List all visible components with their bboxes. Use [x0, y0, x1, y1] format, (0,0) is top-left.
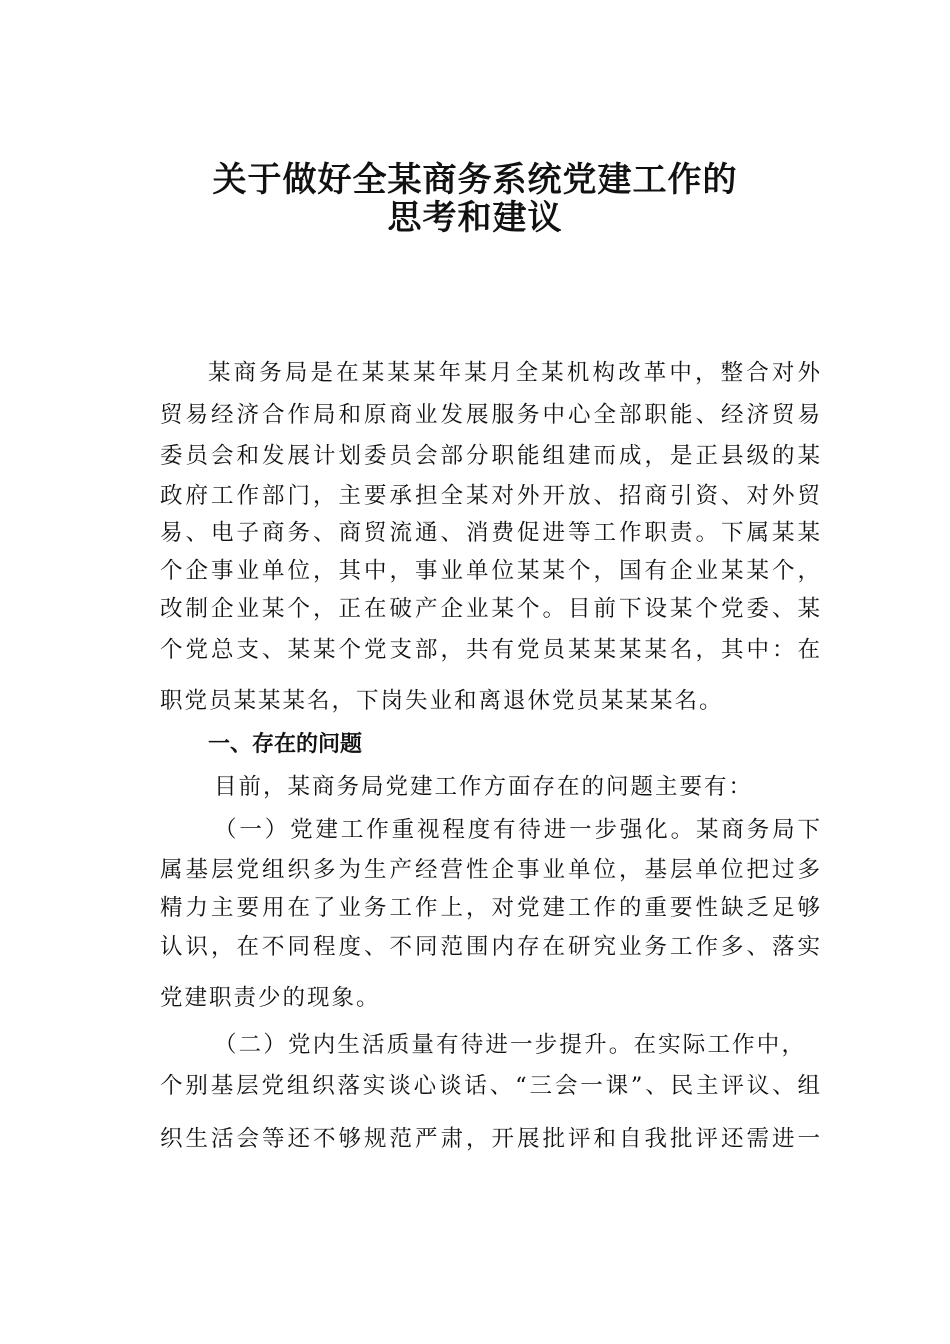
intro-paragraph-line: 易、电子商务、商贸流通、消费促进等工作职责。下属某某 — [160, 520, 820, 546]
item-2-line: 织生活会等还不够规范严肃，开展批评和自我批评还需进一 — [160, 1126, 820, 1152]
item-2-line: 个别基层党组织落实谈心谈话、“三会一课”、民主评议、组 — [160, 1073, 820, 1099]
intro-paragraph-line: 政府工作部门，主要承担全某对外开放、招商引资、对外贸 — [160, 483, 820, 509]
intro-paragraph-line: 个党总支、某某个党支部，共有党员某某某某名，其中：在 — [160, 637, 820, 663]
item-1-line: 属基层党组织多为生产经营性企事业单位，基层单位把过多 — [160, 857, 820, 883]
item-1-line: （一）党建工作重视程度有待进一步强化。某商务局下 — [214, 817, 820, 843]
item-2-line: （二）党内生活质量有待进一步提升。在实际工作中， — [214, 1032, 804, 1058]
document-title-line-2: 思考和建议 — [387, 198, 563, 238]
section-heading: 一、存在的问题 — [208, 732, 363, 757]
item-1-line: 精力主要用在了业务工作上，对党建工作的重要性缺乏足够 — [160, 895, 820, 921]
intro-paragraph-line: 某商务局是在某某某年某月全某机构改革中，整合对外 — [208, 360, 820, 386]
item-1-line: 认识，在不同程度、不同范围内存在研究业务工作多、落实 — [160, 934, 820, 960]
intro-paragraph-line: 贸易经济合作局和原商业发展服务中心全部职能、经济贸易 — [160, 402, 820, 428]
intro-paragraph-line: 个企事业单位，其中，事业单位某某个，国有企业某某个， — [160, 558, 820, 584]
item-1-line: 党建职责少的现象。 — [160, 985, 381, 1011]
section-intro-line: 目前，某商务局党建工作方面存在的问题主要有： — [214, 774, 754, 800]
document-title-line-1: 关于做好全某商务系统党建工作的 — [212, 160, 738, 200]
intro-paragraph-line: 改制企业某个，正在破产企业某个。目前下设某个党委、某 — [160, 596, 820, 622]
intro-paragraph-line: 职党员某某某名，下岗失业和离退休党员某某某名。 — [160, 688, 724, 714]
intro-paragraph-line: 委员会和发展计划委员会部分职能组建而成，是正县级的某 — [160, 443, 820, 469]
